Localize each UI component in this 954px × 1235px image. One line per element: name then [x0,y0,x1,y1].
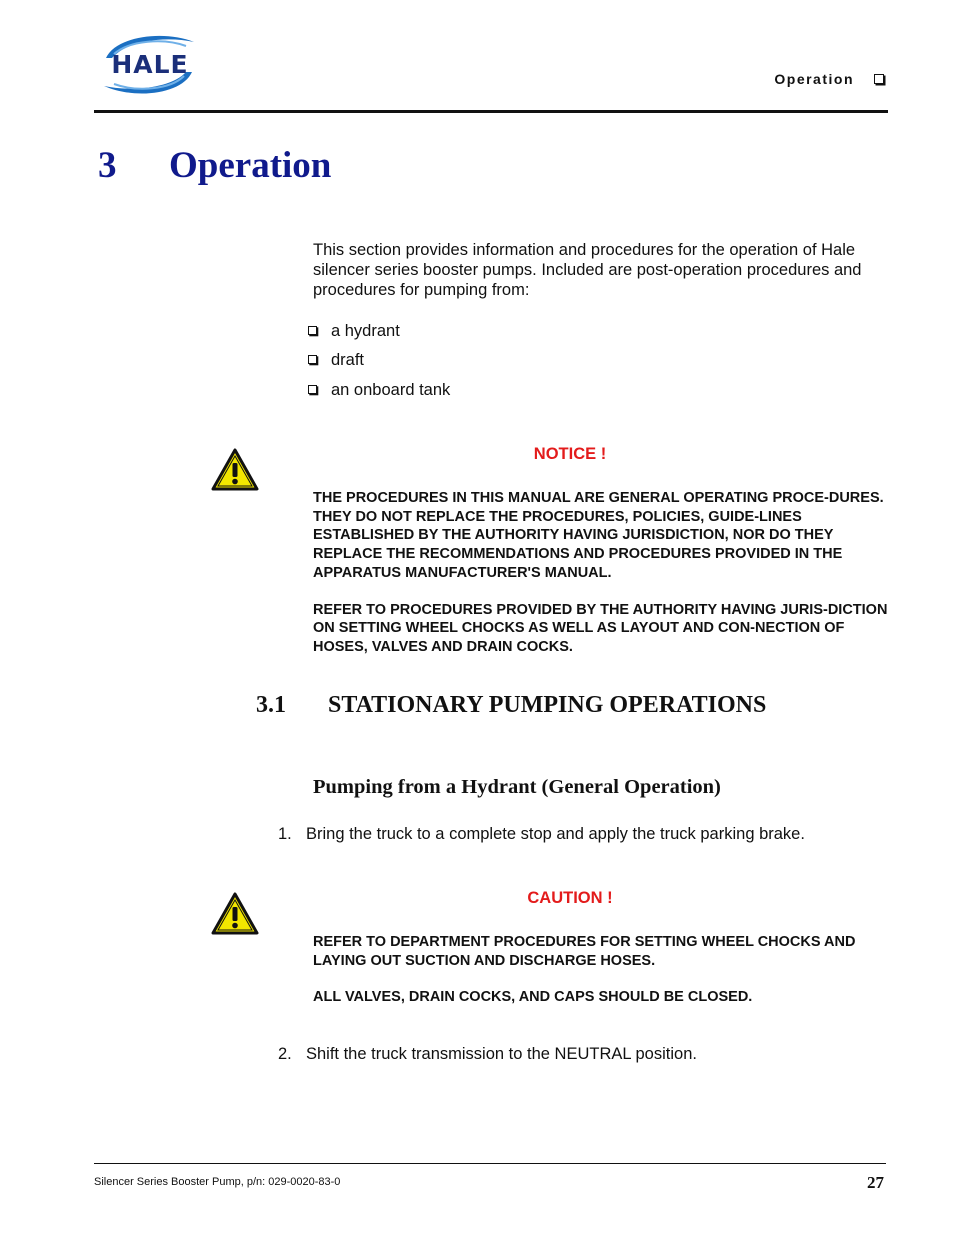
warning-triangle-icon [211,892,259,935]
footer-text: Silencer Series Booster Pump, p/n: 029-0020-83-0 [94,1176,341,1188]
checkbox-bullet-icon [308,326,317,335]
footer-rule [94,1163,886,1164]
step-item [278,824,805,844]
checkbox-bullet-icon [308,355,317,364]
step-text: Bring the truck to a complete stop and apply the truck parking brake. [306,825,805,843]
page-number: 27 [867,1173,884,1192]
section-title: STATIONARY PUMPING OPERATIONS [328,692,767,718]
notice-title: NOTICE ! [533,445,607,463]
intro-paragraph: This section provides information and procedures for the operation of Hale silencer series booster pumps. Included are post-operation procedures and procedures for pumping from: [313,241,862,299]
caution-paragraph: REFER TO DEPARTMENT PROCEDURES FOR SETTING WHEEL CHOCKS AND LAYING OUT SUCTION AND DISCHARGE HOSES. [313,934,856,969]
caution-title: CAUTION ! [527,889,613,907]
caution-paragraph: ALL VALVES, DRAIN COCKS, AND CAPS SHOULD BE CLOSED. [313,989,753,1006]
bullet-item [308,321,400,341]
hale-logo [94,28,204,100]
subheading: Pumping from a Hydrant (General Operation) [313,776,721,798]
step-number: 2. [278,1045,292,1063]
bullet-text: a hydrant [331,322,400,340]
section-number: 3.1 [256,692,286,718]
warning-triangle-icon [211,448,259,491]
notice-body [313,489,888,675]
checkbox-bullet-icon [874,74,884,84]
header-rule [94,110,888,113]
step-item [278,1044,697,1064]
notice-paragraph: THE PROCEDURES IN THIS MANUAL ARE GENERAL OPERATING PROCE-DURES. THEY DO NOT REPLACE THE PROCEDURES, POLICIES, GUIDE-LINES ESTABLISHED BY THE AUTHORITY HAVING JURISDICTION, NOR DO THEY REPLACE THE RECOMMENDATIONS AND PROCEDURES PROVIDED IN THE APPARATUS MANUFACTURER'S MANUAL. [313,490,884,581]
chapter-title: Operation [169,145,332,186]
notice-paragraph: REFER TO PROCEDURES PROVIDED BY THE AUTHORITY HAVING JURIS-DICTION ON SETTING WHEEL CHOCKS AS WELL AS LAYOUT AND CON-NECTION OF HOSES, VALVES AND DRAIN COCKS. [313,601,888,655]
caution-body [313,933,888,1025]
step-number: 1. [278,825,292,843]
bullet-item [308,350,364,370]
bullet-text: an onboard tank [331,381,451,399]
bullet-item [308,380,450,400]
logo-wordmark: HALE [111,50,189,79]
chapter-number: 3 [98,145,117,186]
bullet-text: draft [331,351,365,369]
checkbox-bullet-icon [308,385,317,394]
header-section-label: Operation [774,71,854,87]
step-text: Shift the truck transmission to the NEUTRAL position. [306,1045,697,1063]
